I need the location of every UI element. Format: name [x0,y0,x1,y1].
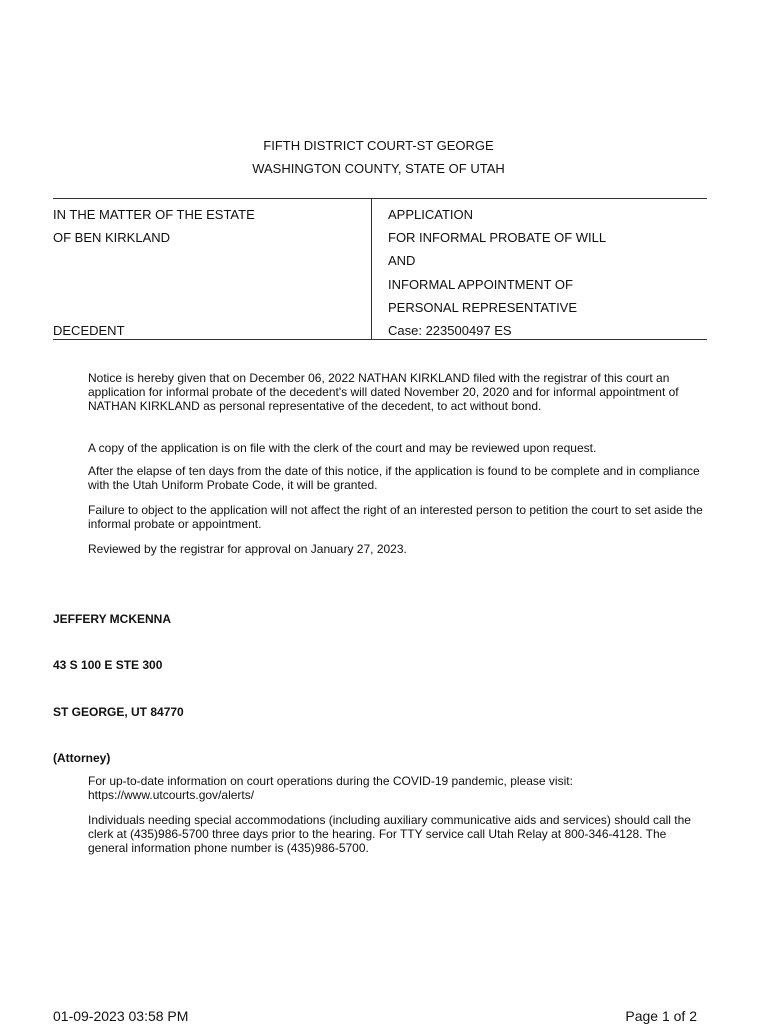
caption-top-rule [53,198,707,199]
case-number: Case: 223500497 ES [388,323,512,338]
copy-on-file-paragraph: A copy of the application is on file with the clerk of the court and may be reviewed upon request. [88,441,597,455]
court-name: FIFTH DISTRICT COURT-ST GEORGE [263,138,494,153]
reviewed-paragraph: Reviewed by the registrar for approval on January 27, 2023. [88,542,407,556]
application-title-2: FOR INFORMAL PROBATE OF WILL [388,230,607,245]
attorney-role: (Attorney) [53,751,111,765]
footer-page-number: Page 1 of 2 [625,1008,697,1024]
footer-timestamp: 01-09-2023 03:58 PM [53,1008,189,1024]
notice-paragraph: Notice is hereby given that on December 06, 2022 NATHAN KIRKLAND filed with the registrar of this court an application for informal probate of the decedent's will dated November 20, 2020 and for informal appointment of NATHAN KIRKLAND as personal representative of the decedent, to act without bond. [88,371,679,413]
application-title-4: INFORMAL APPOINTMENT OF [388,277,573,292]
county-state: WASHINGTON COUNTY, STATE OF UTAH [252,161,505,176]
caption-left-bottom-rule [53,339,371,340]
estate-line-2: OF BEN KIRKLAND [53,230,171,245]
caption-divider [371,198,372,340]
decedent-label: DECEDENT [53,323,125,338]
application-title-3: AND [388,253,416,268]
attorney-name: JEFFERY MCKENNA [53,612,172,626]
application-title-1: APPLICATION [388,207,474,222]
application-title-5: PERSONAL REPRESENTATIVE [388,300,578,315]
attorney-city: ST GEORGE, UT 84770 [53,705,184,719]
covid-notice: For up-to-date information on court operations during the COVID-19 pandemic, please visit: https://www.utcourts.gov/alerts/ [88,774,573,802]
estate-line-1: IN THE MATTER OF THE ESTATE [53,207,255,222]
attorney-street: 43 S 100 E STE 300 [53,658,163,672]
failure-to-object-paragraph: Failure to object to the application will not affect the right of an interested person to petition the court to set aside the informal probate or appointment. [88,503,703,531]
elapse-paragraph: After the elapse of ten days from the date of this notice, if the application is found to be complete and in compliance with the Utah Uniform Probate Code, it will be granted. [88,464,700,492]
accommodations-notice: Individuals needing special accommodations (including auxiliary communicative aids and services) should call the clerk at (435)986-5700 three days prior to the hearing. For TTY service call Utah Relay at 800-346-4128. The general information phone number is (435)986-5700. [88,813,691,855]
caption-right-bottom-rule [371,339,707,340]
